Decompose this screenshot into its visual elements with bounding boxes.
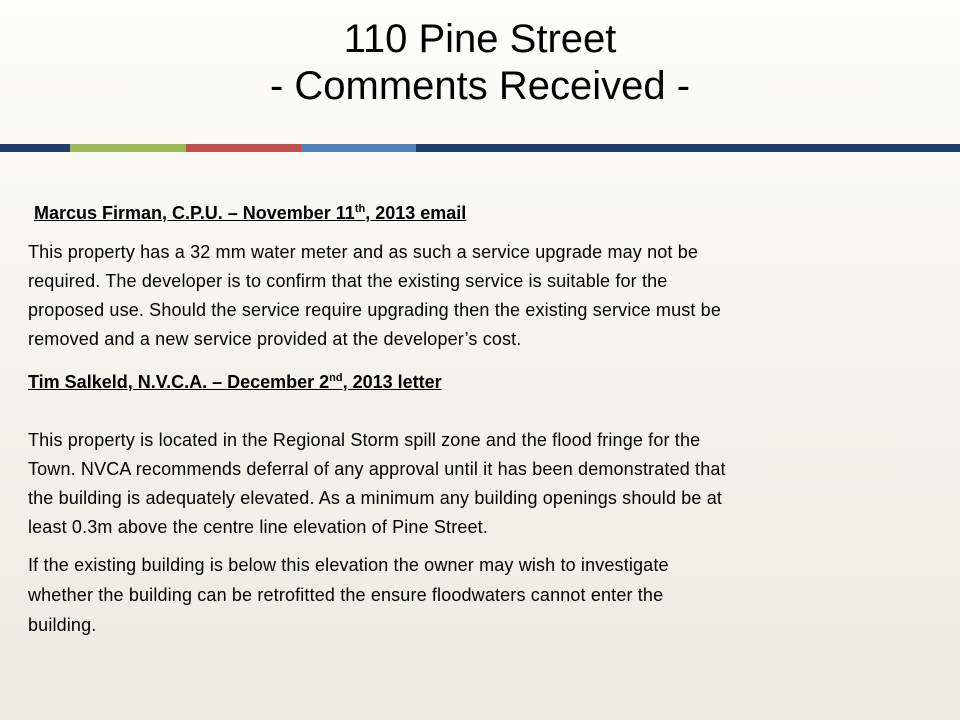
comment-1-line: removed and a new service provided at the developer’s cost. bbox=[28, 329, 522, 349]
color-band-segment bbox=[416, 144, 960, 152]
color-band-segment bbox=[301, 144, 416, 152]
comment-1-line: This property has a 32 mm water meter and as such a service upgrade may not be bbox=[28, 242, 699, 262]
slide-title bbox=[0, 16, 960, 110]
color-band-segment bbox=[0, 144, 70, 152]
comment-2-body bbox=[28, 426, 726, 542]
comment-2-line: building. bbox=[28, 615, 97, 635]
comment-2-body-continued bbox=[28, 550, 669, 640]
comment-2-heading: Tim Salkeld, N.V.C.A. – December 2nd, 2013 letter bbox=[28, 372, 442, 392]
comment-2-line: Town. NVCA recommends deferral of any approval until it has been demonstrated that bbox=[28, 459, 726, 479]
comment-2-line: This property is located in the Regional Storm spill zone and the flood fringe for the bbox=[28, 430, 701, 450]
comment-2-line: If the existing building is below this elevation the owner may wish to investigate bbox=[28, 555, 669, 575]
comment-2-line: whether the building can be retrofitted the ensure floodwaters cannot enter the bbox=[28, 585, 664, 605]
comment-1-heading: Marcus Firman, C.P.U. – November 11th, 2013 email bbox=[34, 203, 467, 223]
comment-1-body bbox=[28, 238, 721, 354]
title-line-1: 110 Pine Street bbox=[343, 17, 617, 61]
comment-2-line: least 0.3m above the centre line elevation of Pine Street. bbox=[28, 517, 488, 537]
color-band-segment bbox=[70, 144, 186, 152]
comment-1-line: proposed use. Should the service require upgrading then the existing service must be bbox=[28, 300, 722, 320]
title-line-2: - Comments Received - bbox=[269, 64, 691, 108]
comment-1-line: required. The developer is to confirm that the existing service is suitable for the bbox=[28, 271, 668, 291]
color-band-segment bbox=[186, 144, 301, 152]
comment-2-line: the building is adequately elevated. As a minimum any building openings should be at bbox=[28, 488, 723, 508]
